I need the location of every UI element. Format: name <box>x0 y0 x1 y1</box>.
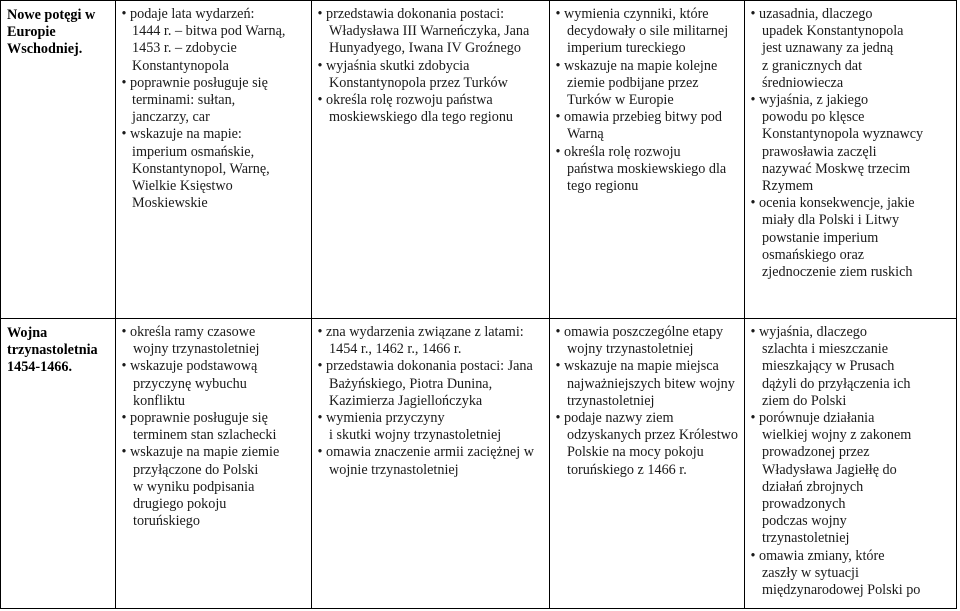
topic-title-line: Wschodniej. <box>7 41 83 58</box>
bullet-item-continuation: wielkiej wojny z zakonem <box>762 427 912 444</box>
requirements-cell <box>550 319 745 609</box>
bullet-item-continuation: odzyskanych przez Królestwo <box>567 427 738 444</box>
bullet-item-continuation: Turków w Europie <box>567 92 674 109</box>
bullet-item-continuation: powodu po klęsce <box>762 109 865 126</box>
requirements-cell <box>116 1 312 319</box>
bullet-item-continuation: prowadzonej przez <box>762 444 870 461</box>
bullet-item-continuation: działań zbrojnych <box>762 478 864 495</box>
bullet-item-continuation: terminami: sułtan, <box>132 92 236 109</box>
bullet-item-continuation: tego regionu <box>567 178 639 195</box>
bullet-item-continuation: mieszkający w Prusach <box>762 358 895 375</box>
bullet-item-continuation: trzynastoletniej <box>567 392 655 409</box>
bullet-item-continuation: 1453 r. – zdobycie <box>132 40 237 57</box>
bullet-item: • przedstawia dokonania postaci: <box>316 6 545 23</box>
bullet-item-continuation: zjednoczenie ziem ruskich <box>762 264 913 281</box>
bullet-item-continuation: Bażyńskiego, Piotra Dunina, <box>329 375 493 392</box>
bullet-item-continuation: Konstantynopola <box>132 57 229 74</box>
bullet-item-continuation: osmańskiego oraz <box>762 246 865 263</box>
bullet-item: • wyjaśnia, z jakiego <box>749 92 952 109</box>
bullet-item: • określa ramy czasowe <box>120 324 307 341</box>
bullet-item: • uzasadnia, dlaczego <box>749 6 952 23</box>
bullet-item: • omawia znaczenie armii zaciężnej w <box>316 444 545 461</box>
bullet-item: • omawia przebieg bitwy pod <box>554 109 740 126</box>
bullet-item: • zna wydarzenia związane z latami: <box>316 324 545 341</box>
bullet-item-continuation: Moskiewskie <box>132 195 208 212</box>
bullet-item-continuation: konfliktu <box>133 392 186 409</box>
bullet-item: • ocenia konsekwencje, jakie <box>749 195 952 212</box>
topic-cell <box>1 1 116 319</box>
bullet-item-continuation: imperium tureckiego <box>567 40 686 57</box>
bullet-item: • wskazuje na mapie miejsca <box>554 358 740 375</box>
bullet-item-continuation: 1444 r. – bitwa pod Warną, <box>132 23 286 40</box>
bullet-item: • przedstawia dokonania postaci: Jana <box>316 358 545 375</box>
bullet-item-continuation: średniowiecza <box>762 74 844 91</box>
bullet-item-continuation: prowadzonych <box>762 496 846 513</box>
bullet-item-continuation: toruńskiego <box>133 513 200 530</box>
bullet-item: • określa rolę rozwoju <box>554 144 740 161</box>
bullet-item-continuation: najważniejszych bitew wojny <box>567 375 735 392</box>
requirements-cell <box>116 319 312 609</box>
bullet-item-continuation: międzynarodowej Polski po <box>762 582 921 599</box>
bullet-item: • wskazuje na mapie ziemie <box>120 444 307 461</box>
bullet-item-continuation: Warną <box>567 126 604 143</box>
bullet-item-continuation: ziemie podbijane przez <box>567 74 699 91</box>
requirements-cell <box>312 1 550 319</box>
bullet-item: • wskazuje na mapie: <box>120 126 307 143</box>
requirements-cell <box>745 319 957 609</box>
bullet-item-continuation: miały dla Polski i Litwy <box>762 212 900 229</box>
bullet-item: • wskazuje na mapie kolejne <box>554 58 740 75</box>
bullet-item-continuation: nazywać Moskwę trzecim <box>762 160 911 177</box>
bullet-item-continuation: w wyniku podpisania <box>133 478 255 495</box>
bullet-item: • wymienia przyczyny <box>316 410 545 427</box>
bullet-item-continuation: toruńskiego z 1466 r. <box>567 461 687 478</box>
topic-title-line: Wojna <box>7 325 48 341</box>
topic-title-line: 1454-1466. <box>7 359 73 376</box>
bullet-item: • podaje nazwy ziem <box>554 410 740 427</box>
bullet-item: • poprawnie posługuje się <box>120 410 307 427</box>
table-row <box>1 319 957 609</box>
bullet-item-continuation: imperium osmańskie, <box>132 143 255 160</box>
bullet-item: • podaje lata wydarzeń: <box>120 6 307 23</box>
bullet-item-continuation: przyczynę wybuchu <box>133 375 247 392</box>
bullet-item: • wskazuje podstawową <box>120 358 307 375</box>
bullet-item-continuation: wojnie trzynastoletniej <box>329 461 459 478</box>
bullet-item-continuation: 1454 r., 1462 r., 1466 r. <box>329 341 462 358</box>
bullet-item-continuation: i skutki wojny trzynastoletniej <box>329 427 502 444</box>
topic-title-line: Europie <box>7 24 56 41</box>
bullet-item-continuation: dążyli do przyłączenia ich <box>762 375 911 392</box>
bullet-item-continuation: moskiewskiego dla tego regionu <box>329 109 514 126</box>
bullet-item-continuation: upadek Konstantynopola <box>762 23 904 40</box>
bullet-item-continuation: terminem stan szlachecki <box>133 427 277 444</box>
bullet-item-continuation: trzynastoletniej <box>762 530 850 547</box>
bullet-item-continuation: Hunyadyego, Iwana IV Groźnego <box>329 40 521 57</box>
requirements-cell <box>745 1 957 319</box>
bullet-item-continuation: powstanie imperium <box>762 229 879 246</box>
bullet-item: • wyjaśnia skutki zdobycia <box>316 58 545 75</box>
requirements-cell <box>550 1 745 319</box>
bullet-item-continuation: Polskie na mocy pokoju <box>567 444 704 461</box>
bullet-item: • poprawnie posługuje się <box>120 75 307 92</box>
topic-title-line: Nowe potęgi w <box>7 7 96 23</box>
bullet-item-continuation: szlachta i mieszczanie <box>762 341 889 358</box>
bullet-item-continuation: Konstantynopol, Warnę, <box>132 160 270 177</box>
bullet-item-continuation: Wielkie Księstwo <box>132 178 233 195</box>
bullet-item-continuation: Rzymem <box>762 178 814 195</box>
bullet-item-continuation: Konstantynopola wyznawcy <box>762 126 924 143</box>
bullet-item: • omawia zmiany, które <box>749 548 952 565</box>
bullet-item-continuation: ziem do Polski <box>762 392 847 409</box>
bullet-item-continuation: drugiego pokoju <box>133 496 227 513</box>
bullet-item-continuation: prawosławia zaczęli <box>762 143 877 160</box>
bullet-item: • wyjaśnia, dlaczego <box>749 324 952 341</box>
bullet-item-continuation: państwa moskiewskiego dla <box>567 160 727 177</box>
bullet-item-continuation: decydowały o sile militarnej <box>567 23 729 40</box>
bullet-item: • omawia poszczególne etapy <box>554 324 740 341</box>
topic-title-line: trzynastoletnia <box>7 342 98 359</box>
bullet-item-continuation: janczarzy, car <box>132 109 210 126</box>
topic-cell <box>1 319 116 609</box>
bullet-item: • określa rolę rozwoju państwa <box>316 92 545 109</box>
bullet-item-continuation: Konstantynopola przez Turków <box>329 74 508 91</box>
bullet-item-continuation: z granicznych dat <box>762 57 863 74</box>
bullet-item-continuation: jest uznawany za jedną <box>762 40 894 57</box>
bullet-item: • wymienia czynniki, które <box>554 6 740 23</box>
requirements-cell <box>312 319 550 609</box>
bullet-item: • porównuje działania <box>749 410 952 427</box>
bullet-item-continuation: wojny trzynastoletniej <box>567 341 694 358</box>
bullet-item-continuation: podczas wojny <box>762 513 847 530</box>
bullet-item-continuation: Kazimierza Jagiellończyka <box>329 392 483 409</box>
bullet-item-continuation: zaszły w sytuacji <box>762 564 859 581</box>
bullet-item-continuation: Władysława Jagiełłę do <box>762 461 897 478</box>
table-row <box>1 1 957 319</box>
bullet-item-continuation: Władysława III Warneńczyka, Jana <box>329 23 530 40</box>
bullet-item-continuation: wojny trzynastoletniej <box>133 341 260 358</box>
bullet-item-continuation: przyłączone do Polski <box>133 461 259 478</box>
